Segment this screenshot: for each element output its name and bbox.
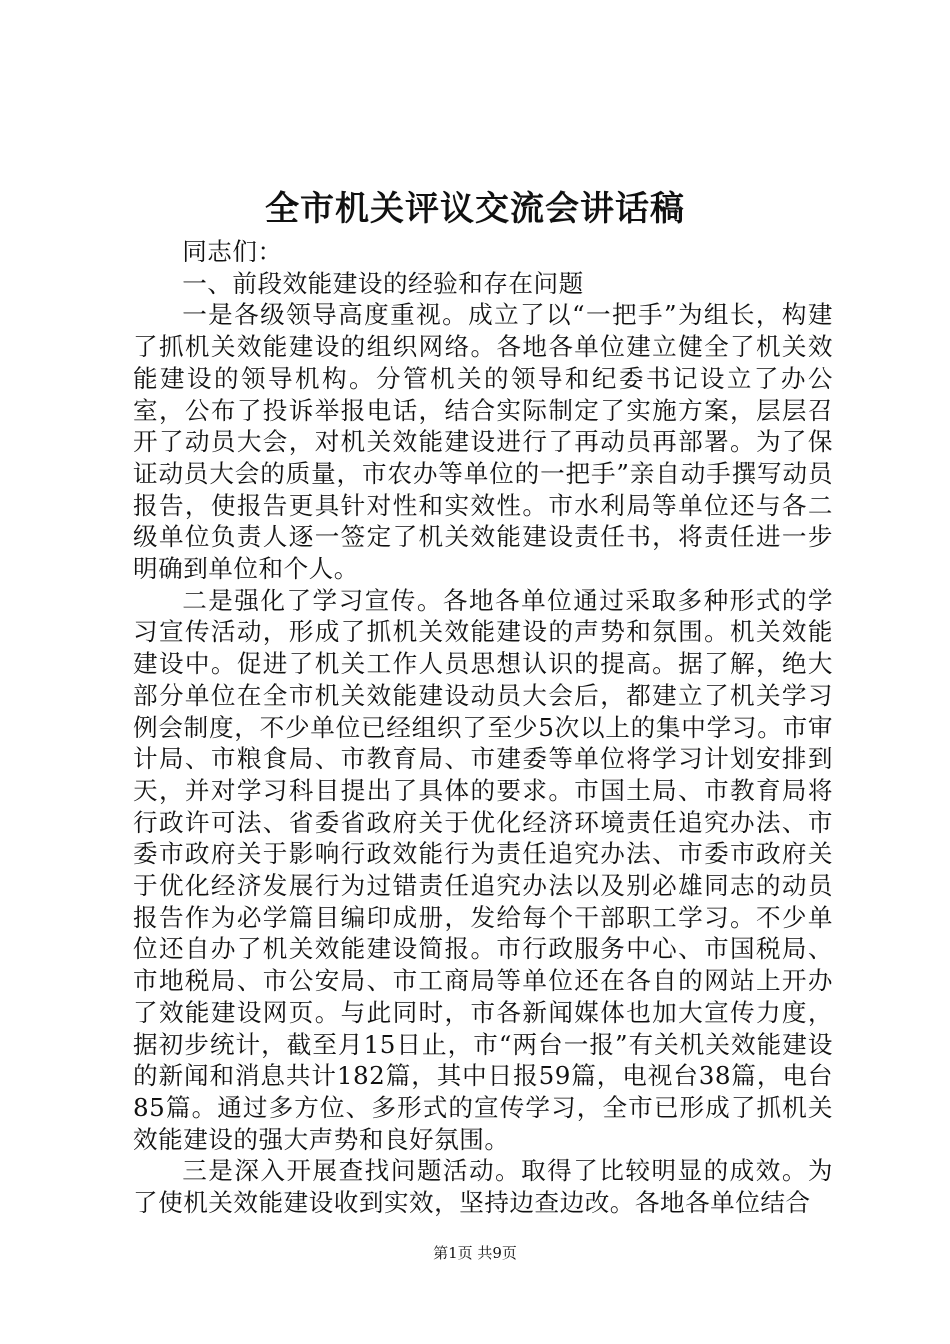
paragraph-section-heading: 一、前段效能建设的经验和存在问题: [182, 268, 584, 298]
paragraph-point-two: 二是强化了学习宣传。各地各单位通过采取多种形式的学习宣传活动，形成了抓机关效能建设的声势和氛围。机关效能建设中。促进了机关工作人员思想认识的提高。据了解，绝大部分单位在全市机关效能建设动员大会后，都建立了机关学习例会制度，不少单位已经组织了至少5次以上的集中学习。市审计局、市粮食局、市教育局、市建委等单位将学习计划安排到天，并对学习科目提出了具体的要求。市国土局、市教育局将行政许可法、省委省政府关于优化经济环境责任追究办法、市委市政府关于影响行政效能行为责任追究办法、市委市政府关于优化经济发展行为过错责任追究办法以及别必雄同志的动员报告作为必学篇目编印成册，发给每个干部职工学习。不少单位还自办了机关效能建设简报。市行政服务中心、市国税局、市地税局、市公安局、市工商局等单位还在各自的网站上开办了效能建设网页。与此同时，市各新闻媒体也加大宣传力度，据初步统计，截至月15日止，市“两台一报”有关机关效能建设的新闻和消息共计182篇，其中日报59篇，电视台38篇，电台85篇。通过多方位、多形式的宣传学习，全市已形成了抓机关效能建设的强大声势和良好氛围。: [133, 585, 833, 1154]
paragraph-point-one: 一是各级领导高度重视。成立了以“一把手”为组长，构建了抓机关效能建设的组织网络。各地各单位建立健全了机关效能建设的领导机构。分管机关的领导和纪委书记设立了办公室，公布了投诉举报电话，结合实际制定了实施方案，层层召开了动员大会，对机关效能建设进行了再动员再部署。为了保证动员大会的质量，市农办等单位的一把手”亲自动手撰写动员报告，使报告更具针对性和实效性。市水利局等单位还与各二级单位负责人逐一签定了机关效能建设责任书，将责任进一步明确到单位和个人。: [133, 300, 833, 584]
paragraph-point-three: 三是深入开展查找问题活动。取得了比较明显的成效。为了使机关效能建设收到实效，坚持边查边改。各地各单位结合: [133, 1156, 833, 1218]
document-body: [133, 236, 833, 1219]
document-title: 全市机关评议交流会讲话稿: [265, 189, 685, 229]
paragraph-salutation: 同志们：: [182, 237, 283, 266]
page-number-footer: 第1页 共9页: [433, 1244, 517, 1262]
